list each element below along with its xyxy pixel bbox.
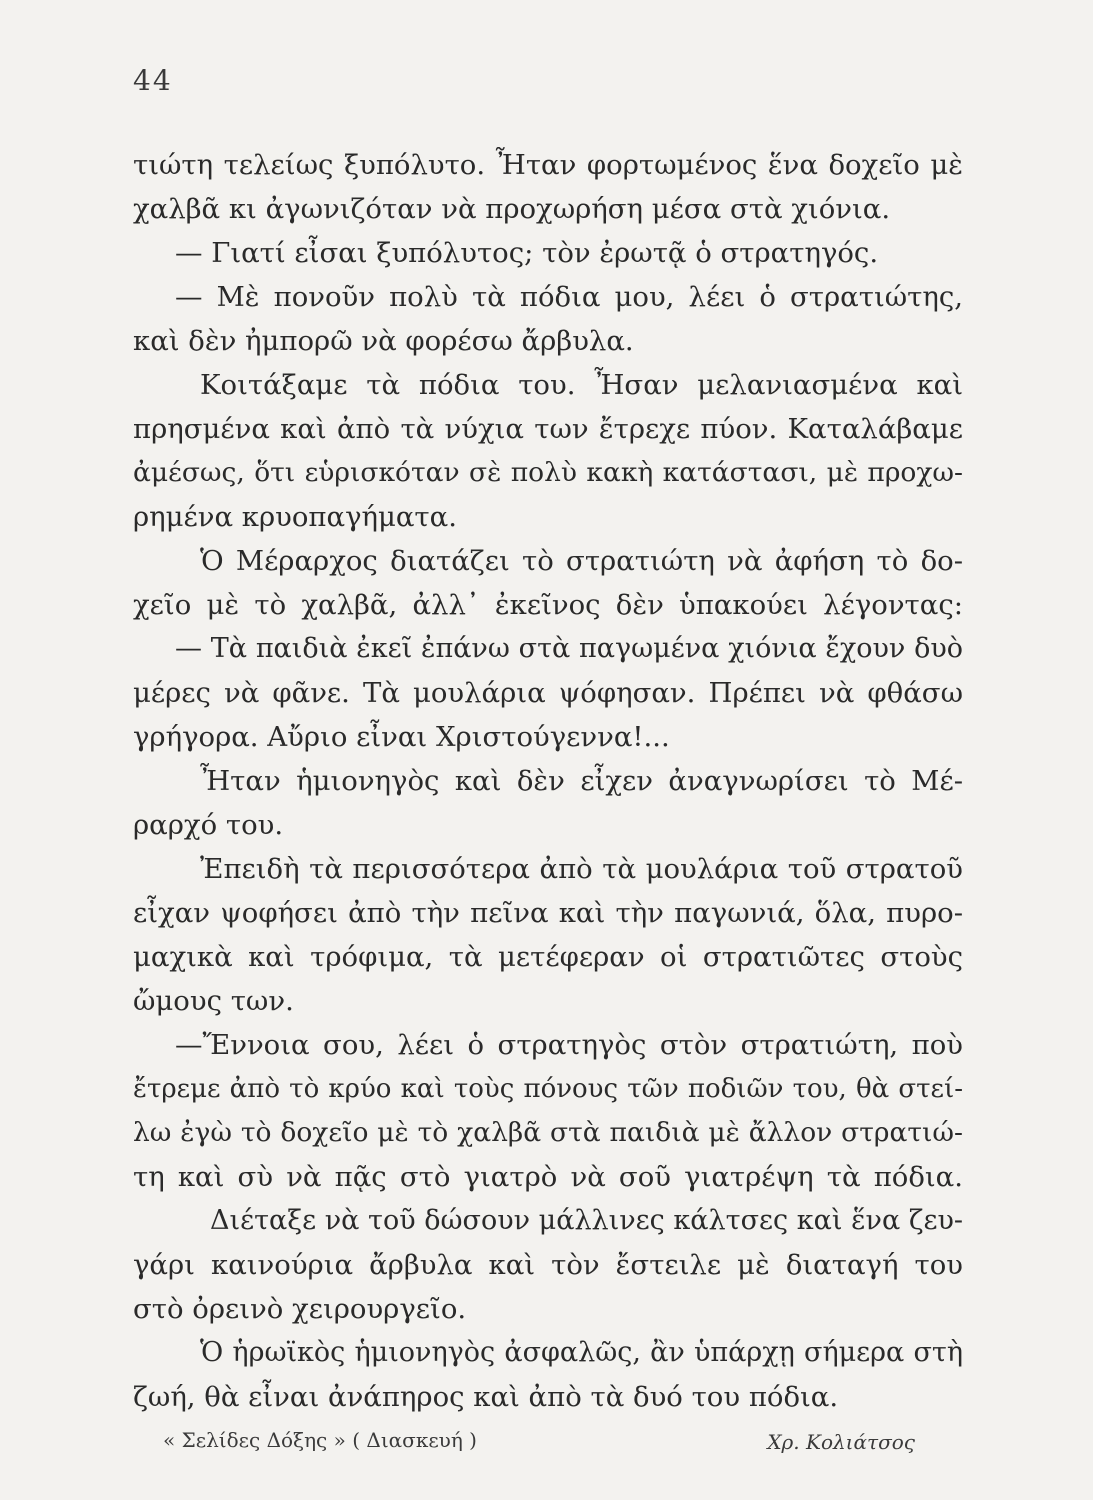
text-line: ρημένα κρυοπαγήματα. [133, 501, 457, 533]
author-signature: Χρ. Κολιάτσος [767, 1430, 915, 1454]
text-line: τη καὶ σὺ νὰ πᾷς στὸ γιατρὸ νὰ σοῦ γιατρέψη τὰ πόδια. [133, 1161, 963, 1193]
text-line: μαχικὰ καὶ τρόφιμα, τὰ μετέφεραν οἱ στρατιῶτες στοὺς [133, 941, 963, 973]
text-line: ραρχό του. [133, 809, 284, 841]
text-line: —Ἔννοια σου, λέει ὁ στρατηγὸς στὸν στρατιώτη, ποὺ [175, 1029, 963, 1061]
text-line: Κοιτάξαμε τὰ πόδια του. Ἦσαν μελανιασμένα καὶ [200, 369, 963, 401]
text-line: πρησμένα καὶ ἀπὸ τὰ νύχια των ἔτρεχε πύον. Καταλάβαμε [133, 413, 963, 445]
text-line: Ἦταν ἡμιονηγὸς καὶ δὲν εἶχεν ἀναγνωρίσει τὸ Μέ- [200, 765, 963, 797]
text-line: στὸ ὀρεινὸ χειρουργεῖο. [133, 1293, 467, 1325]
text-line: Ἐπειδὴ τὰ περισσότερα ἀπὸ τὰ μουλάρια τοῦ στρατοῦ [200, 853, 963, 885]
text-line: Ὁ Μέραρχος διατάζει τὸ στρατιώτη νὰ ἀφήση τὸ δο- [200, 545, 963, 577]
text-line: εἶχαν ψοφήσει ἀπὸ τὴν πεῖνα καὶ τὴν παγωνιά, ὅλα, πυρο- [133, 897, 963, 929]
text-line: ζωή, θὰ εἶναι ἀνάπηρος καὶ ἀπὸ τὰ δυό του πόδια. [133, 1381, 839, 1413]
text-line: χεῖο μὲ τὸ χαλβᾶ, ἀλλ᾽ ἐκεῖνος δὲν ὑπακούει λέγοντας: [133, 589, 963, 621]
text-line: ἔτρεμε ἀπὸ τὸ κρύο καὶ τοὺς πόνους τῶν ποδιῶν του, θὰ στεί- [133, 1074, 963, 1104]
text-line: τιώτη τελείως ξυπόλυτο. Ἦταν φορτωμένος ἕνα δοχεῖο μὲ [133, 149, 963, 181]
text-line: — Μὲ πονοῦν πολὺ τὰ πόδια μου, λέει ὁ στρατιώτης, [175, 281, 963, 313]
text-line: γάρι καινούρια ἄρβυλα καὶ τὸν ἔστειλε μὲ διαταγή του [133, 1249, 963, 1281]
text-line: γρήγορα. Αὔριο εἶναι Χριστούγεννα!... [133, 721, 670, 753]
text-line: μέρες νὰ φᾶνε. Τὰ μουλάρια ψόφησαν. Πρέπει νὰ φθάσω [133, 677, 963, 709]
text-line: ἀμέσως, ὅτι εὑρισκόταν σὲ πολὺ κακὴ κατάστασι, μὲ προχω- [133, 457, 963, 488]
text-line: Διέταξε νὰ τοῦ δώσουν μάλλινες κάλτσες καὶ ἕνα ζευ- [210, 1205, 963, 1236]
text-line: ὤμους των. [133, 985, 294, 1017]
text-line: — Γιατί εἶσαι ξυπόλυτος; τὸν ἐρωτᾷ ὁ στρατηγός. [175, 237, 879, 269]
text-line: — Τὰ παιδιὰ ἐκεῖ ἐπάνω στὰ παγωμένα χιόνια ἔχουν δυὸ [175, 633, 963, 664]
text-line: λω ἐγὼ τὸ δοχεῖο μὲ τὸ χαλβᾶ στὰ παιδιὰ μὲ ἄλλον στρατιώ- [133, 1117, 963, 1148]
text-line: καὶ δὲν ἠμπορῶ νὰ φορέσω ἄρβυλα. [133, 325, 634, 357]
source-citation: « Σελίδες Δόξης » ( Διασκευή ) [163, 1428, 477, 1452]
text-line: χαλβᾶ κι ἀγωνιζόταν νὰ προχωρήση μέσα στὰ χιόνια. [133, 193, 891, 225]
page-number: 44 [133, 64, 173, 97]
text-line: Ὁ ἡρωϊκὸς ἡμιονηγὸς ἀσφαλῶς, ἂν ὑπάρχῃ σήμερα στὴ [200, 1337, 963, 1368]
